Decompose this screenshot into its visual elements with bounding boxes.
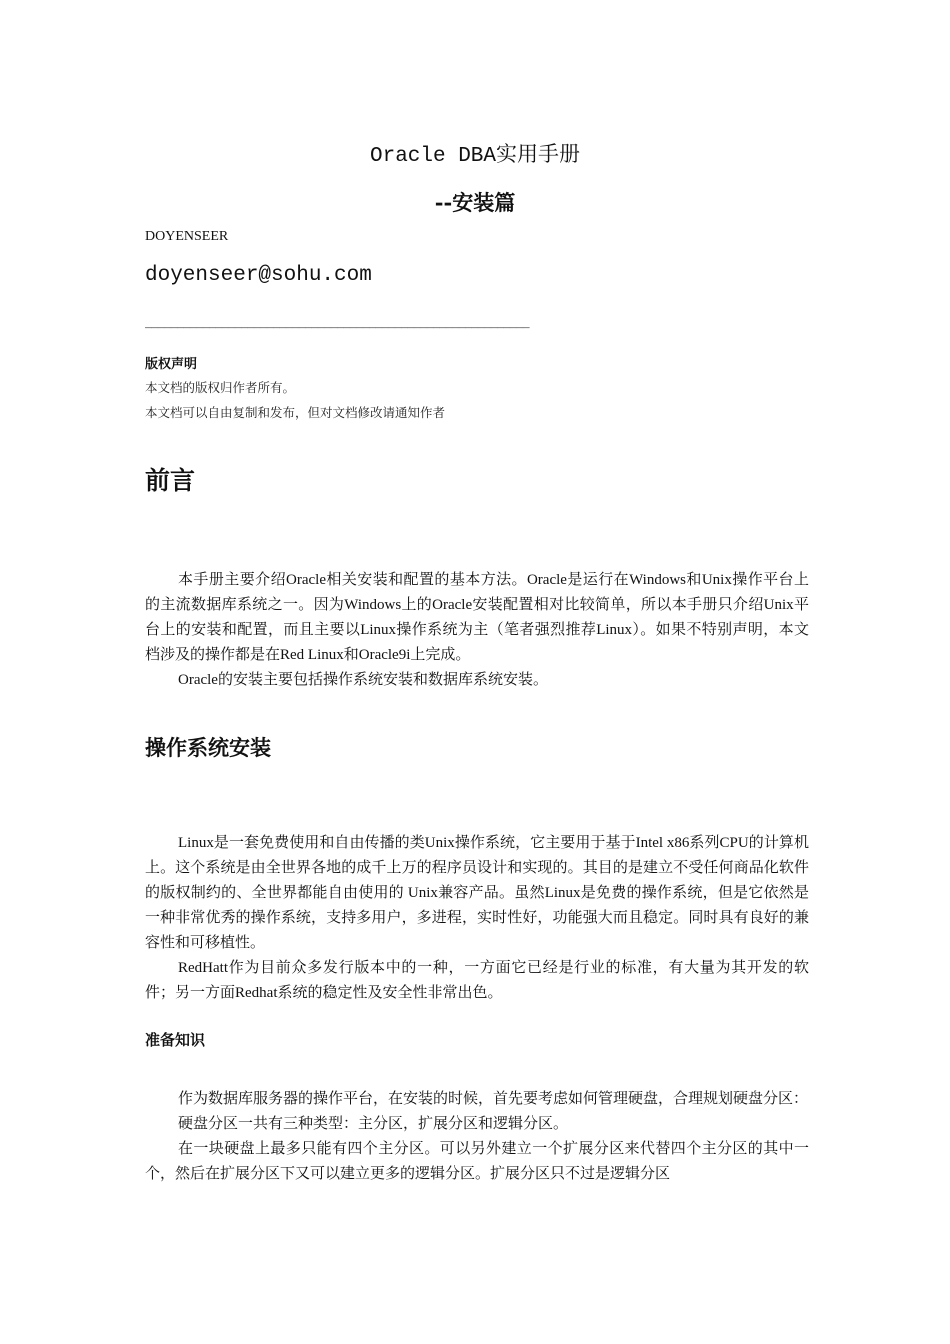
paragraph: 硬盘分区一共有三种类型：主分区，扩展分区和逻辑分区。 [178,1116,569,1132]
paragraph: 本手册主要介绍Oracle相关安装和配置的基本方法。Oracle是运行在Windows和Unix操作平台上的主流数据库系统之一。因为Windows上的Oracle安装配置相对比较简单，所以本手册只介绍Unix平台上的安装和配置，而且主要以Linux操作系统为主（笔者强烈推荐Linux）。如果不特别声明，本文档涉及的操作都是在Red Linux和Oracle9i上完成。 [145,572,809,663]
paragraph: RedHatt作为目前众多发行版本中的一种，一方面它已经是行业的标准，有大量为其开发的软件；另一方面Redhat系统的稳定性及安全性非常出色。 [145,960,809,1001]
preface-body [145,568,809,693]
os-install-heading: 操作系统安装 [145,736,271,760]
prep-heading: 准备知识 [145,1031,206,1049]
paragraph: 在一块硬盘上最多只能有四个主分区。可以另外建立一个扩展分区来代替四个主分区的其中一个，然后在扩展分区下又可以建立更多的逻辑分区。扩展分区只不过是逻辑分区 [145,1141,809,1182]
document-subtitle: --安装篇 [434,190,516,215]
prep-body [145,1087,809,1187]
author-email: doyenseer@sohu.com [145,264,372,287]
os-install-body [145,831,809,1006]
copyright-line: 本文档可以自由复制和发布，但对文档修改请通知作者 [145,405,446,420]
copyright-line: 本文档的版权归作者所有。 [145,380,296,395]
document-title: Oracle DBA实用手册 [369,145,581,168]
paragraph: Linux是一套免费使用和自由传播的类Unix操作系统，它主要用于基于Intel x86系列CPU的计算机上。这个系统是由全世界各地的成千上万的程序员设计和实现的。其目的是建立不受任何商品化软件的版权制约的、全世界都能自由使用的 Unix兼容产品。虽然Linux是免费的操作系统，但是它依然是一种非常优秀的操作系统，支持多用户，多进程，实时性好，功能强大而且稳定。同时具有良好的兼容性和可移植性。 [145,835,809,951]
paragraph: 作为数据库服务器的操作平台，在安装的时候，首先要考虑如何管理硬盘，合理规划硬盘分区： [178,1091,809,1107]
separator-rule: ____________________________________________________________ [145,313,530,329]
author-name: DOYENSEER [145,229,229,244]
copyright-heading: 版权声明 [145,357,198,372]
preface-heading: 前言 [145,466,196,495]
paragraph: Oracle的安装主要包括操作系统安装和数据库系统安装。 [178,672,548,688]
